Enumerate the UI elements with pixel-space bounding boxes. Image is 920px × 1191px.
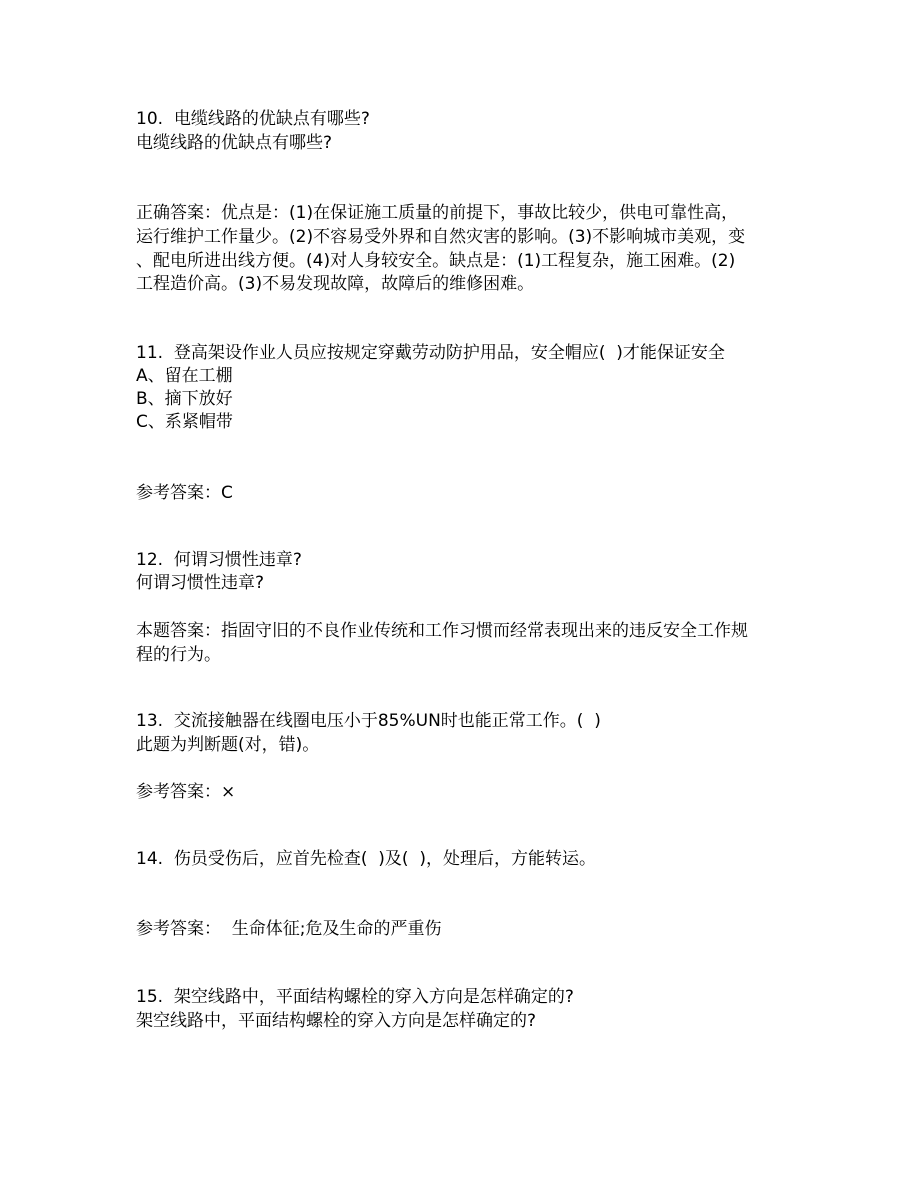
question-body: 电缆线路的优缺点有哪些? <box>136 133 333 153</box>
question-title: 12. 何谓习惯性违章? <box>136 550 302 570</box>
answer-line: 参考答案：× <box>136 782 236 802</box>
option-a: A、留在工棚 <box>136 366 233 386</box>
answer-line: 、配电所进出线方便。(4)对人身较安全。缺点是：(1)工程复杂，施工困难。(2) <box>136 251 736 271</box>
answer-line: 参考答案：C <box>136 483 233 503</box>
question-body: 此题为判断题(对，错)。 <box>136 735 320 755</box>
question-title: 10. 电缆线路的优缺点有哪些? <box>136 109 370 129</box>
answer-line: 程的行为。 <box>136 645 221 665</box>
option-b: B、摘下放好 <box>136 389 233 409</box>
question-body: 何谓习惯性违章? <box>136 573 265 593</box>
question-body: 架空线路中，平面结构螺栓的穿入方向是怎样确定的? <box>136 1011 537 1031</box>
question-title: 15. 架空线路中，平面结构螺栓的穿入方向是怎样确定的? <box>136 987 574 1007</box>
question-title: 11. 登高架设作业人员应按规定穿戴劳动防护用品，安全帽应( )才能保证安全 <box>136 343 725 363</box>
answer-line: 参考答案： 生命体征;危及生命的严重伤 <box>136 919 442 939</box>
answer-line: 本题答案：指固守旧的不良作业传统和工作习惯而经常表现出来的违反安全工作规 <box>136 621 748 641</box>
answer-line: 工程造价高。(3)不易发现故障，故障后的维修困难。 <box>136 274 535 294</box>
answer-line: 正确答案：优点是：(1)在保证施工质量的前提下，事故比较少，供电可靠性高， <box>136 203 739 223</box>
answer-line: 运行维护工作量少。(2)不容易受外界和自然灾害的影响。(3)不影响城市美观，变 <box>136 227 746 247</box>
question-title: 14. 伤员受伤后，应首先检查( )及( )，处理后，方能转运。 <box>136 849 596 869</box>
question-title: 13. 交流接触器在线圈电压小于85%UN时也能正常工作。( ) <box>136 711 601 731</box>
option-c: C、系紧帽带 <box>136 412 233 432</box>
